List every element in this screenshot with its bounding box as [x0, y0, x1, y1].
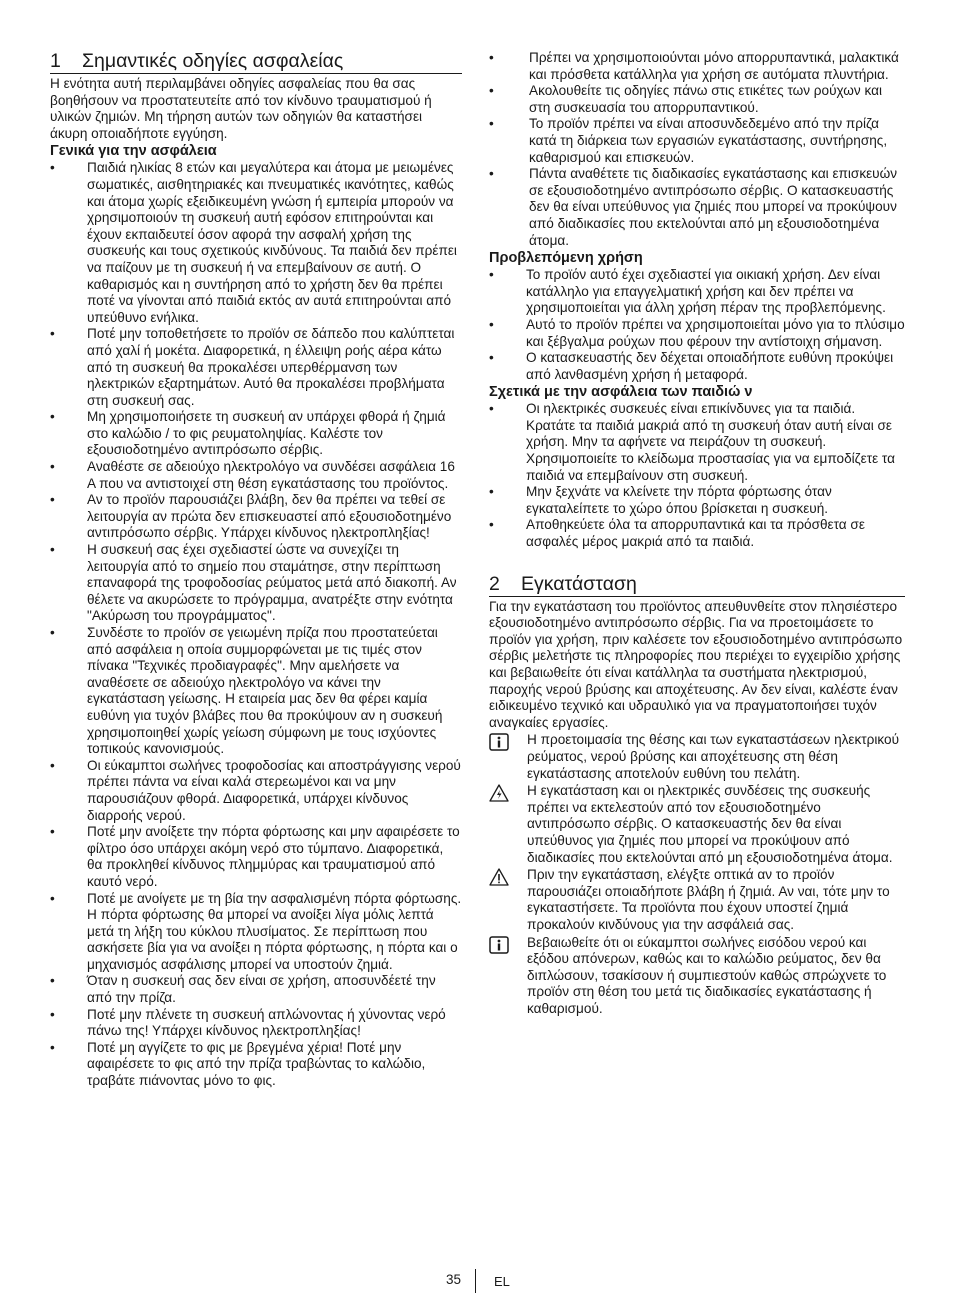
bullet-item: • Οι ηλεκτρικές συσκευές είναι επικίνδυνες για τα παιδιά. Κρατάτε τα παιδιά μακριά από τη συσκευή όταν αυτή είναι σε χρήση. Μην τα αφήνετε να πειράζουν τη συσκευή. Χρησιμοποιείτε το κλείδωμα προστασίας για να εμποδίζετε τα παιδιά να επεμβαίνουν στη συσκευή.	[489, 401, 905, 484]
installation-note	[489, 935, 905, 1018]
bullet-item: • Μην ξεχνάτε να κλείνετε την πόρτα φόρτωσης όταν εγκαταλείπετε το χώρο όπου βρίσκεται η συσκευή.	[489, 484, 905, 517]
bullet-item: • Ποτέ μην ανοίξετε την πόρτα φόρτωσης και μην αφαιρέσετε το φίλτρο όσο υπάρχει ακόμη νερό στο τύμπανο. Διαφορετικά, θα προκληθεί κίνδυνος πλημμύρας και τραυματισμού από καυτό νερό.	[50, 824, 462, 890]
page-footer	[0, 1272, 954, 1292]
language-code: EL	[494, 1274, 510, 1289]
section-1-heading	[50, 50, 462, 74]
section-2	[489, 573, 905, 1018]
general-safety-heading: Γενικά για την ασφάλεια	[50, 143, 217, 160]
section-1-intro: Η ενότητα αυτή περιλαμβάνει οδηγίες ασφαλείας που θα σας βοηθήσουν να προστατευτείτε από τον κίνδυνο τραυματισμού ή υλικών ζημιών. Μη τήρηση αυτών των οδηγιών θα καταστήσει άκυρη οποιαδήποτε εγγύηση.	[50, 76, 432, 141]
bullet-item: • Ποτέ μην τοποθετήσετε το προϊόν σε δάπεδο που καλύπτεται από χαλί ή μοκέτα. Διαφορετικά, η έλλειψη ροής αέρα κάτω από τη συσκευή θα προκαλέσει υπερθέρμανση των ηλεκτρικών εξαρτημάτων. Αυτό θα προκαλέσει προβλήματα στη συσκευή σας.	[50, 326, 462, 409]
bullet-item: • Αν το προϊόν παρουσιάζει βλάβη, δεν θα πρέπει να τεθεί σε λειτουργία αν πρώτα δεν επισκευαστεί από εξουσιοδοτημένο αντιπρόσωπο σέρβις. Υπάρχει κίνδυνος ηλεκτροπληξίας!	[50, 492, 462, 542]
note-text: Η εγκατάσταση και οι ηλεκτρικές συνδέσεις της συσκευής πρέπει να εκτελεστούν από τον εξουσιοδοτημένο αντιπρόσωπο σέρβις. Ο κατασκευαστής δεν θα είναι υπεύθυνος για ζημιές που μπορεί να προκύψουν από διαδικασίες που εκτελούνται από μη εξουσιοδοτημένα άτομα.	[527, 783, 893, 865]
bullet-item: • Παιδιά ηλικίας 8 ετών και μεγαλύτερα και άτομα με μειωμένες σωματικές, αισθητηριακές και πνευματικές ικανότητες, καθώς και άτομα χωρίς εξειδικευμένη γνώση ή εμπειρία μπορούν να χρησιμοποιούν τη συσκευή αυτή εφόσον επιτηρούνται και έχουν εκπαιδευτεί όσον αφορά την ασφαλή χρήση της συσκευής και τους σχετικούς κινδύνους. Τα παιδιά δεν πρέπει να παίζουν με τη συσκευή ή να επεμβαίνουν σε αυτή. Ο καθαρισμός και η συντήρηση από το χρήστη δεν θα πρέπει ποτέ να γίνονται από παιδιά εκτός αν αυτά επιτηρούνται από υπεύθυνο ενήλικα.	[50, 160, 462, 326]
bullet-item: • Αναθέστε σε αδειούχο ηλεκτρολόγο να συνδέσει ασφάλεια 16 A που να αντιστοιχεί στη θέση εγκατάστασης του προϊόντος.	[50, 459, 462, 492]
bullet-item: • Ο κατασκευαστής δεν δέχεται οποιαδήποτε ευθύνη προκύψει από λανθασμένη χρήση ή μεταφορά.	[489, 350, 905, 383]
note-text: Βεβαιωθείτε ότι οι εύκαμπτοι σωλήνες εισόδου νερού και εξόδου απόνερων, καθώς και το καλώδιο ρεύματος, δεν θα διπλώσουν, τσακίσουν ή συμπιεστούν καθώς σπρώχνετε το προϊόν στη θέση του μετά τις διαδικασίες εγκατάστασης ή καθαρισμού.	[527, 934, 887, 1016]
bullet-item: • Πρέπει να χρησιμοποιούνται μόνο απορρυπαντικά, μαλακτικά και πρόσθετα κατάλληλα για χρήση σε αυτόματα πλυντήρια.	[489, 50, 905, 83]
general-safety-list	[50, 160, 462, 1089]
right-column	[489, 50, 905, 1017]
section-1-number: 1	[50, 50, 61, 72]
bullet-item: • Οι εύκαμπτοι σωλήνες τροφοδοσίας και αποστράγγισης νερού πρέπει πάντα να είναι καλά στερεωμένοι και να μην παρουσιάζουν φθορά. Διαφορετικά, υπάρχει κίνδυνος διαρροής νερού.	[50, 758, 462, 824]
installation-notes	[489, 732, 905, 1017]
bullet-item: • Όταν η συσκευή σας δεν είναι σε χρήση, αποσυνδέετέ την από την πρίζα.	[50, 973, 462, 1006]
installation-note	[489, 732, 905, 782]
intended-use-list	[489, 267, 905, 383]
section-2-title: Εγκατάσταση	[521, 572, 637, 595]
note-text: Η προετοιμασία της θέσης και των εγκαταστάσεων ηλεκτρικού ρεύματος, νερού βρύσης και αποχέτευσης στη θέση εγκατάστασης αποτελούν ευθύνη του πελάτη.	[527, 732, 900, 781]
section-2-heading	[489, 573, 905, 597]
general-safety-list-continued	[489, 50, 905, 249]
children-safety-list	[489, 401, 905, 550]
bullet-item: • Η συσκευή σας έχει σχεδιαστεί ώστε να συνεχίζει τη λειτουργία από το σημείο που σταμάτησε, στην περίπτωση επαναφορά της τροφοδοσίας ρεύματος μετά από διακοπή. Αν θέλετε να ακυρώσετε το πρόγραμμα, ανατρέξτε στην ενότητα "Ακύρωση του προγράμματος".	[50, 542, 462, 625]
page-number: 35	[446, 1272, 462, 1287]
bullet-item: • Ποτέ με ανοίγετε με τη βία την ασφαλισμένη πόρτα φόρτωσης. Η πόρτα φόρτωσης θα μπορεί να ανοίξει λίγα μόλις λεπτά μετά τη λήξη του κύκλου πλυσίματος. Σε περίπτωση που ασκήσετε βία για να ανοίξει η πόρτα φόρτωσης, η πόρτα και ο μηχανισμός ασφάλισης μπορεί να υποστούν ζημιά.	[50, 891, 462, 974]
section-1-title: Σημαντικές οδηγίες ασφαλείας	[82, 50, 344, 72]
bullet-item: • Αυτό το προϊόν πρέπει να χρησιμοποιείται μόνο για το πλύσιμο και ξέβγαλμα ρούχων που φέρουν την αντίστοιχη σήμανση.	[489, 317, 905, 350]
section-2-intro: Για την εγκατάσταση του προϊόντος απευθυνθείτε στον πλησιέστερο εξουσιοδοτημένο αντιπρόσωπο σέρβις. Για να προετοιμάσετε το προϊόν για χρήση, πριν καλέσετε τον εξουσιοδοτημένο αντιπρόσωπο σέρβις μελετήστε τις πληροφορίες που περιέχει το εγχειρίδιο χρήσης και βεβαιωθείτε ότι είναι κατάλληλα τα συστήματα ηλεκτρισμού, παροχής νερού βρύσης και αποχέτευσης. Αν δεν είναι, καλέστε έναν ειδικευμένο τεχνικό και υδραυλικό για να πραγματοποιήσει τυχόν αναγκαίες εργασίες.	[489, 598, 903, 730]
footer-divider	[475, 1269, 476, 1293]
installation-note	[489, 867, 905, 933]
bullet-item: • Μη χρησιμοποιήσετε τη συσκευή αν υπάρχει φθορά ή ζημιά στο καλώδιο / το φις ρευματοληψίας. Καλέστε τον εξουσιοδοτημένο αντιπρόσωπο σέρβις.	[50, 409, 462, 459]
section-2-number: 2	[489, 572, 500, 595]
bullet-item: • Συνδέστε το προϊόν σε γειωμένη πρίζα που προστατεύεται από ασφάλεια η οποία συμμορφώνεται με τις τιμές στον πίνακα "Τεχνικές προδιαγραφές". Μην αμελήσετε να αναθέσετε σε αδειούχο ηλεκτρολόγο να κάνει την εγκατάσταση γείωσης. Η εταιρεία μας δεν θα φέρει καμία ευθύνη για τυχόν βλάβες που θα προκύψουν αν η συσκευή χρησιμοποιηθεί χωρίς γείωση σύμφωνη με τους ισχύοντες τοπικούς κανονισμούς.	[50, 625, 462, 758]
bullet-item: • Αποθηκεύετε όλα τα απορρυπαντικά και τα πρόσθετα σε ασφαλές μέρος μακριά από τα παιδιά.	[489, 517, 905, 550]
children-safety-heading: Σχετικά με την ασφάλεια των παιδιώ ν	[489, 384, 753, 401]
left-column	[50, 50, 462, 1090]
intended-use-heading: Προβλεπόμενη χρήση	[489, 250, 643, 267]
note-text: Πριν την εγκατάσταση, ελέγξτε οπτικά αν το προϊόν παρουσιάζει οποιαδήποτε βλάβη ή ζημιά. Αν ναι, τότε μην το εγκαταστήσετε. Τα προϊόντα που έχουν υποστεί ζημιά προκαλούν κινδύνους για την ασφάλειά σας.	[527, 867, 890, 932]
installation-note	[489, 783, 905, 866]
bullet-item: • Ποτέ μη αγγίζετε το φις με βρεγμένα χέρια! Ποτέ μην αφαιρέσετε το φις από την πρίζα τραβώντας το καλώδιο, τραβάτε πιάνοντας μόνο το φις.	[50, 1040, 462, 1090]
bullet-item: • Το προϊόν αυτό έχει σχεδιαστεί για οικιακή χρήση. Δεν είναι κατάλληλο για επαγγελματική χρήση και δεν πρέπει να χρησιμοποιείται για άλλη χρήση πέραν της προβλεπόμενης.	[489, 267, 905, 317]
bullet-item: • Ακολουθείτε τις οδηγίες πάνω στις ετικέτες των ρούχων και στη συσκευασία του απορρυπαντικού.	[489, 83, 905, 116]
bullet-item: • Το προϊόν πρέπει να είναι αποσυνδεδεμένο από την πρίζα κατά τη διάρκεια των εργασιών εγκατάστασης, συντήρησης, καθαρισμού και επισκευών.	[489, 116, 905, 166]
bullet-item: • Πάντα αναθέτετε τις διαδικασίες εγκατάστασης και επισκευών σε εξουσιοδοτημένο αντιπρόσωπο σέρβις. Ο κατασκευαστής δεν θα είναι υπεύθυνος για ζημιές που μπορεί να προκύψουν από διαδικασίες που εκτελούνται από μη εξουσιοδοτημένα άτομα.	[489, 166, 905, 249]
bullet-item: • Ποτέ μην πλένετε τη συσκευή απλώνοντας ή χύνοντας νερό πάνω της! Υπάρχει κίνδυνος ηλεκτροπληξίας!	[50, 1007, 462, 1040]
